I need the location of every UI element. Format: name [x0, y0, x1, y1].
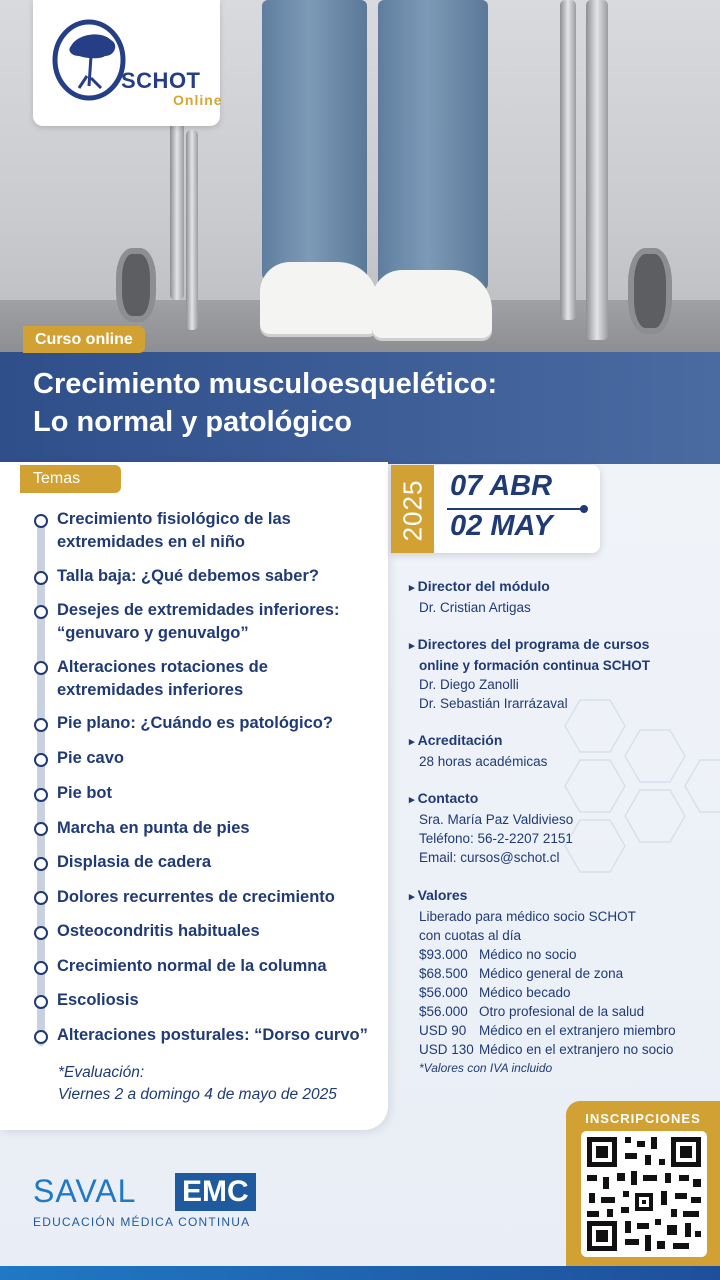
title-line-1: Crecimiento musculoesquelético:	[33, 368, 498, 400]
topic-bullet	[34, 571, 48, 585]
bottom-bar	[0, 1266, 720, 1280]
topic-bullet	[34, 822, 48, 836]
course-title	[33, 365, 497, 441]
contact-title: ▸ Contacto	[409, 789, 573, 810]
program-title-2: online y formación continua SCHOT	[419, 658, 651, 673]
topic-item: Pie bot	[57, 784, 113, 802]
walker-left-leg-2	[186, 130, 198, 330]
topic-item: Displasia de cadera	[57, 853, 212, 871]
walker-left-leg	[170, 120, 184, 300]
price-amount: $56.000	[419, 1004, 468, 1019]
prices-free-2: con cuotas al día	[419, 928, 522, 943]
price-label: Médico becado	[479, 985, 571, 1000]
topic-bullet	[34, 891, 48, 905]
prices-section	[409, 886, 676, 1078]
topic-item: Crecimiento normal de la columna	[57, 957, 327, 975]
program-name-2: Dr. Sebastián Irarrázaval	[419, 696, 568, 711]
topic-item: Alteraciones posturales: “Dorso curvo”	[57, 1026, 368, 1044]
topic-item: Escoliosis	[57, 991, 139, 1009]
topic-bullet	[34, 1030, 48, 1044]
price-row	[409, 1040, 676, 1059]
price-label: Médico en el extranjero no socio	[479, 1042, 674, 1057]
topic-bullet	[34, 514, 48, 528]
price-row	[409, 945, 676, 964]
qr-code-icon[interactable]	[581, 1131, 707, 1257]
evaluation-label: *Evaluación:	[58, 1064, 145, 1081]
price-row	[409, 1021, 676, 1040]
evaluation-dates: Viernes 2 a domingo 4 de mayo de 2025	[58, 1086, 337, 1103]
right-shoe	[372, 270, 492, 338]
left-shoe	[260, 262, 378, 334]
contact-email[interactable]: Email: cursos@schot.cl	[419, 850, 560, 865]
walker-right-leg	[560, 0, 576, 320]
price-row	[409, 1002, 676, 1021]
topic-item: Desejes de extremidades inferiores: “genuvaro y genuvalgo”	[57, 601, 340, 642]
topic-bullet	[34, 857, 48, 871]
schot-logo[interactable]	[33, 0, 223, 126]
accreditation-value: 28 horas académicas	[419, 754, 548, 769]
topic-bullet	[34, 661, 48, 675]
topics-tag: Temas	[20, 465, 121, 493]
topic-bullet	[34, 788, 48, 802]
accreditation-title: ▸ Acreditación	[409, 731, 547, 752]
hero-photo	[0, 0, 720, 360]
price-label: Médico en el extranjero miembro	[479, 1023, 676, 1038]
online-wordmark: Online	[173, 92, 223, 108]
title-line-2: Lo normal y patológico	[33, 406, 353, 438]
price-amount: $68.500	[419, 966, 468, 981]
prices-title: ▸ Valores	[409, 886, 676, 907]
saval-wordmark: SAVAL	[33, 1173, 137, 1209]
accreditation-section	[409, 731, 547, 771]
price-amount: $56.000	[419, 985, 468, 1000]
topic-item: Osteocondritis habituales	[57, 922, 260, 940]
program-section	[409, 635, 650, 713]
registration-label: INSCRIPCIONES	[585, 1111, 701, 1126]
program-title-1: ▸ Directores del programa de cursos	[409, 635, 650, 656]
walker-right-leg-2	[586, 0, 608, 340]
price-row	[409, 983, 676, 1002]
topic-bullet	[34, 926, 48, 940]
end-date: 02 MAY	[450, 510, 553, 542]
schot-wordmark: SCHOT	[121, 68, 201, 93]
contact-section	[409, 789, 573, 867]
prices-free-1: Liberado para médico socio SCHOT	[419, 909, 636, 924]
price-label: Médico no socio	[479, 947, 577, 962]
walker-right-wheel	[628, 248, 672, 334]
price-label: Médico general de zona	[479, 966, 624, 981]
director-name: Dr. Cristian Artigas	[419, 600, 531, 615]
saval-tagline: EDUCACIÓN MÉDICA CONTINUA	[33, 1215, 251, 1229]
contact-phone: Teléfono: 56-2-2207 2151	[419, 831, 573, 846]
program-name-1: Dr. Diego Zanolli	[419, 677, 519, 692]
topic-item: Marcha en punta de pies	[57, 819, 250, 837]
course-type-tag: Curso online	[23, 326, 145, 353]
topic-bullet	[34, 718, 48, 732]
evaluation-note	[58, 1062, 337, 1106]
topic-bullet	[34, 753, 48, 767]
topic-item: Pie plano: ¿Cuándo es patológico?	[57, 714, 333, 732]
walker-left-wheel	[116, 248, 156, 322]
price-amount: USD 90	[419, 1023, 467, 1038]
director-title: ▸ Director del módulo	[409, 577, 550, 598]
hexagon-pattern	[550, 690, 720, 880]
topic-item: Pie cavo	[57, 749, 124, 767]
contact-name: Sra. María Paz Valdivieso	[419, 812, 574, 827]
prices-note: *Valores con IVA incluido	[419, 1061, 553, 1075]
price-label: Otro profesional de la salud	[479, 1004, 645, 1019]
topic-bullet	[34, 961, 48, 975]
price-amount: $93.000	[419, 947, 468, 962]
registration-box[interactable]	[566, 1101, 720, 1266]
year-badge	[391, 465, 434, 553]
topic-bullet	[34, 605, 48, 619]
year-text: 2025	[397, 479, 428, 542]
topic-item: Dolores recurrentes de crecimiento	[57, 888, 335, 906]
director-section	[409, 577, 550, 617]
right-leg	[378, 0, 488, 290]
topic-item: Crecimiento fisiológico de las extremidades en el niño	[57, 510, 291, 551]
topic-bullet	[34, 995, 48, 1009]
title-band	[0, 352, 720, 464]
emc-wordmark: EMC	[175, 1173, 256, 1211]
left-leg	[262, 0, 367, 280]
topic-item: Talla baja: ¿Qué debemos saber?	[57, 567, 319, 585]
topic-item: Alteraciones rotaciones de extremidades inferiores	[57, 658, 268, 699]
start-date: 07 ABR	[450, 470, 553, 502]
price-row	[409, 964, 676, 983]
price-amount: USD 130	[419, 1042, 474, 1057]
